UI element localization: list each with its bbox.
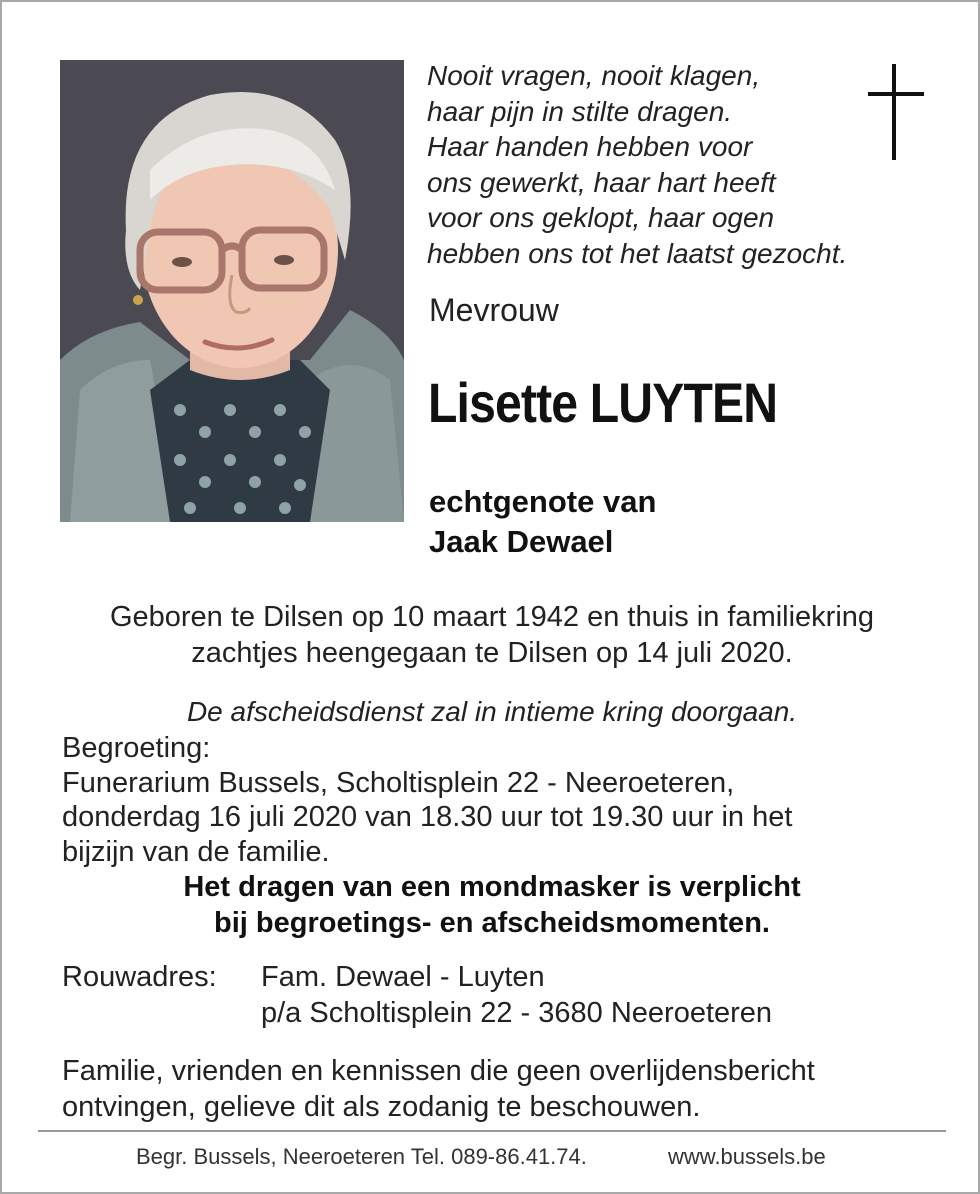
spouse-info [429,482,656,562]
footer-divider [38,1130,946,1132]
greeting-info [62,731,942,869]
greeting-line: donderdag 16 juli 2020 van 18.30 uur tot 19.30 uur in het [62,801,793,833]
notice-line: Familie, vrienden en kennissen die geen overlijdensbericht [62,1055,815,1087]
notice-line: ontvingen, gelieve dit als zodanig te beschouwen. [62,1090,701,1123]
footer [136,1144,826,1170]
greeting-line: Funerarium Bussels, Scholtisplein 22 - Neeroeteren, [62,766,735,799]
portrait-illustration [60,60,404,522]
deceased-name: Lisette LUYTEN [428,371,778,434]
mask-notice-line: Het dragen van een mondmasker is verplicht [183,871,801,903]
poem-line: haar pijn in stilte dragen. [427,95,733,127]
poem [427,58,847,271]
poem-line: hebben ons tot het laatst gezocht. [427,237,848,269]
greeting-line: Begroeting: [62,732,211,764]
closing-notice [62,1054,815,1125]
mask-notice-line: bij begroetings- en afscheidsmomenten. [214,906,770,939]
mask-notice [2,870,980,941]
greeting-line: bijzijn van de familie. [62,835,330,868]
website-link[interactable]: www.bussels.be [668,1144,826,1169]
portrait-photo [60,60,404,522]
spouse-line: echtgenote van [429,484,657,519]
cross-icon [868,64,924,160]
birth-death-info [2,599,980,671]
birth-line: Geboren te Dilsen op 10 maart 1942 en thuis in familiekring [109,601,875,633]
poem-line: Nooit vragen, nooit klagen, [427,60,761,91]
death-line: zachtjes heengegaan te Dilsen op 14 juli 2020. [191,637,793,669]
funeral-home-info: Begr. Bussels, Neeroeteren Tel. 089-86.41.74. [136,1144,587,1169]
salutation: Mevrouw [429,292,559,328]
address-line: p/a Scholtisplein 22 - 3680 Neeroeteren [261,996,773,1029]
service-note: De afscheidsdienst zal in intieme kring doorgaan. [186,696,798,727]
address-line: Fam. Dewael - Luyten [261,961,545,993]
spouse-name: Jaak Dewael [429,524,614,559]
poem-line: voor ons geklopt, haar ogen [427,202,775,233]
address-label: Rouwadres: [62,961,217,993]
address-value [261,960,772,1031]
poem-line: ons gewerkt, haar hart heeft [427,166,776,198]
poem-line: Haar handen hebben voor [427,131,753,162]
